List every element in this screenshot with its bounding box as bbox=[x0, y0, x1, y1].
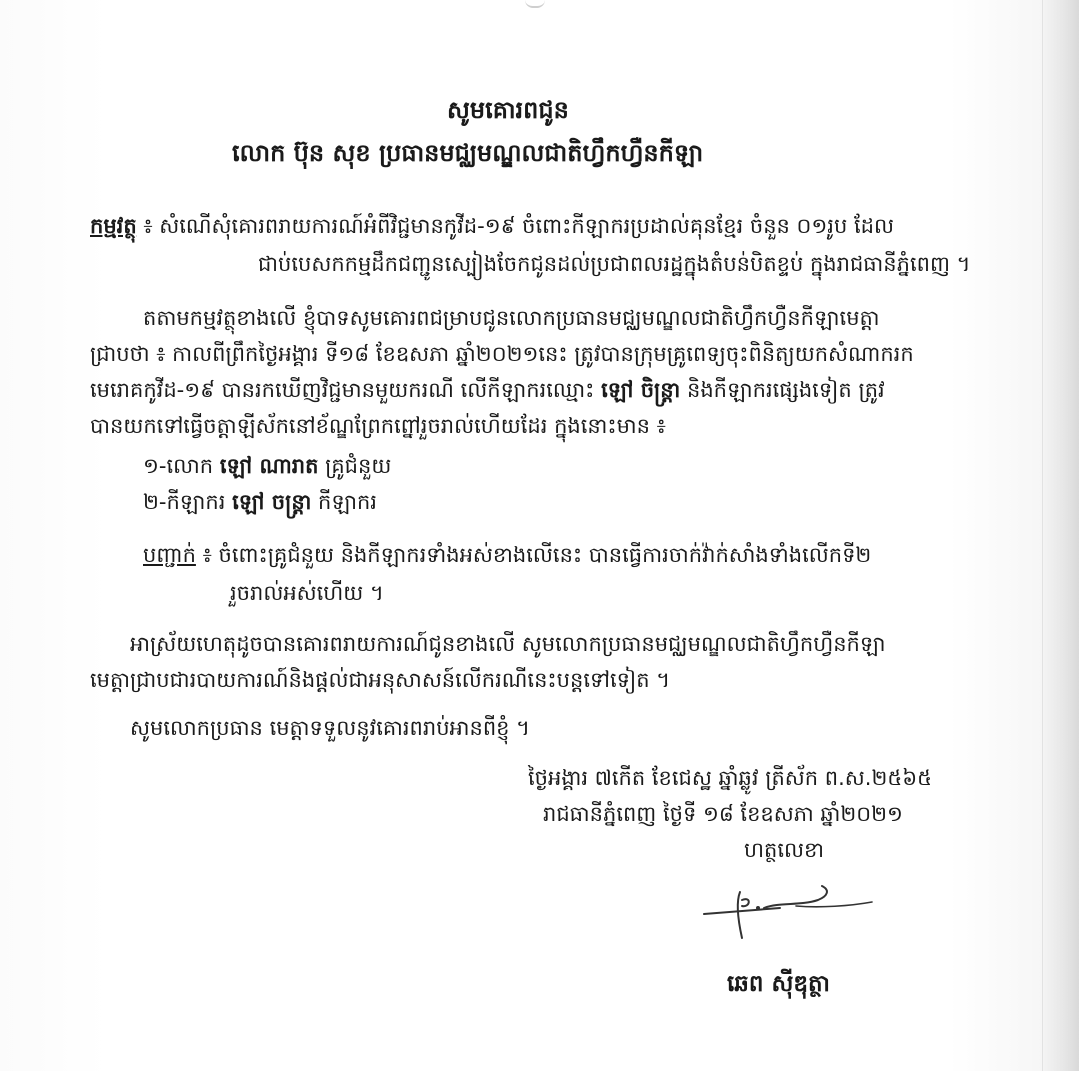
list-item bbox=[143, 484, 377, 520]
solar-date: រាជធានីភ្នំពេញ ថ្ងៃទី ១៨ ខែឧសភា ឆ្នាំ២០២១ bbox=[543, 802, 903, 826]
subject-text-1: ៖ សំណើសុំគោរពរាយការណ៍អំពីវិជ្ជមានកូវីដ-១៩ ចំពោះកីឡាករប្រដាល់គុនខ្មែរ ចំនួន ០១រូប ដែល bbox=[143, 214, 894, 238]
list-item-name: ឡៅ ចន្ត្រា bbox=[232, 490, 312, 514]
patient-name: ឡៅ ចិន្ត្រា bbox=[601, 378, 681, 402]
list-item-prefix: ២-កីឡាករ bbox=[143, 490, 226, 514]
subject-line-1 bbox=[90, 208, 894, 244]
list-item bbox=[143, 448, 391, 484]
closing-line-2: មេត្តាជ្រាបជារបាយការណ៍និងផ្តល់ជាអនុសាសន៍លើករណីនេះបន្តទៅទៀត ។ bbox=[90, 668, 671, 692]
signer-name: ឆេព ស៊ីឌុត្ថា bbox=[727, 971, 830, 997]
note-label: បញ្ជាក់ bbox=[143, 543, 196, 567]
subject-line-2: ជាប់បេសកកម្មដឹកជញ្ជូនស្បៀងចែកជូនដល់ប្រជាពលរដ្ឋក្នុងតំបន់បិតខ្ទប់ ក្នុងរាជធានីភ្នំពេញ ។ bbox=[258, 252, 971, 276]
closing-line-1: អាស្រ័យហេតុដូចបានគោរពរាយការណ៍ជូនខាងលើ សូមលោកប្រធានមជ្ឈមណ្ឌលជាតិហ្វឹកហ្វឺនកីឡា bbox=[130, 632, 886, 656]
closing-line-3: សូមលោកប្រធាន មេត្តាទទួលនូវគោរពរាប់អានពីខ្ញុំ ។ bbox=[130, 716, 531, 740]
body-line-1: តតាមកម្មវត្ថុខាងលើ ខ្ញុំបាទសូមគោរពជម្រាបជូនលោកប្រធានមជ្ឈមណ្ឌលជាតិហ្វឹកហ្វឺនកីឡាមេត្តា bbox=[143, 306, 880, 330]
lunar-date: ថ្ងៃអង្គារ ៧កើត ខែជេស្ឋ ឆ្នាំឆ្លូវ ត្រីស័ក ព.ស.២៥៦៥ bbox=[528, 766, 932, 790]
list-item-role: កីឡាករ bbox=[318, 490, 377, 514]
body-line-3 bbox=[90, 372, 885, 408]
body-line-4: បានយកទៅធ្វើចត្តាឡីស័កនៅខ័ណ្ឌព្រែកព្នៅរួចរាល់ហើយដែរ ក្នុងនោះមាន ៖ bbox=[90, 414, 666, 438]
body-line-3-post: និងកីឡាករផ្សេងទៀត ត្រូវ bbox=[686, 378, 885, 402]
body-line-2: ជ្រាបថា ៖ កាលពីព្រឹកថ្ងៃអង្គារ ទី១៨ ខែឧសភា ឆ្នាំ២០២១នេះ ត្រូវបានក្រុមគ្រូពេទ្យចុះពិនិត្យយកសំណាករក bbox=[90, 342, 914, 366]
subject-label: កម្មវត្ថុ bbox=[90, 214, 137, 238]
page-edge-shadow bbox=[1042, 0, 1079, 1071]
list-item-name: ឡៅ ណារាត bbox=[219, 454, 319, 478]
list-item-prefix: ១-លោក bbox=[143, 454, 214, 478]
recipient-line: លោក ប៊ុន សុខ ប្រធានមជ្ឈមណ្ឌលជាតិហ្វឹកហ្វឺនកីឡា bbox=[232, 139, 704, 167]
note-line-2: រួចរាល់អស់ហើយ ។ bbox=[230, 581, 384, 605]
body-line-3-pre: មេរោគកូវីដ-១៩ បានរកឃើញវិជ្ជមានមួយករណី លើកីឡាករឈ្មោះ bbox=[90, 378, 595, 402]
top-edge-mark bbox=[525, 0, 545, 8]
note-line-1 bbox=[143, 537, 871, 573]
handwritten-signature bbox=[700, 872, 880, 952]
note-text-1: ៖ ចំពោះគ្រូជំនួយ និងកីឡាករទាំងអស់ខាងលើនេះ បានធ្វើការចាក់វ៉ាក់សាំងទាំងលើកទី២ bbox=[202, 543, 872, 567]
signature-label: ហត្ថលេខា bbox=[744, 838, 824, 862]
list-item-role: គ្រូជំនួយ bbox=[325, 454, 392, 478]
salutation: សូមគោរពជូន bbox=[447, 96, 569, 124]
